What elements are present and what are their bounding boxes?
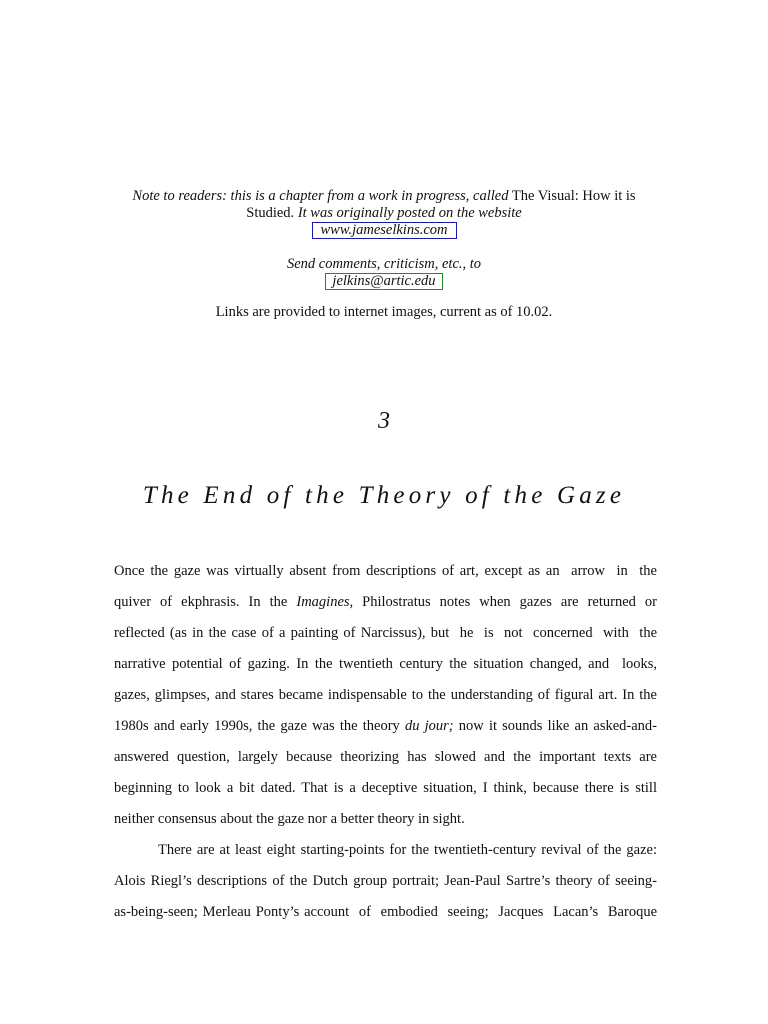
text-line [114, 897, 657, 928]
text-line [114, 742, 657, 773]
note-line-2 [100, 205, 668, 222]
text-segment: beginning to look a bit dated. That is a deceptive situation, I think, because there is still [114, 780, 657, 796]
text-segment: There are at least eight starting-points for the twentieth-century revival of the gaze: [158, 842, 657, 858]
text-line [114, 804, 657, 835]
text-segment: answered question, largely because theorizing has slowed and the important texts are [114, 749, 657, 765]
text-segment: quiver of ekphrasis. In the [114, 594, 297, 610]
text-segment: narrative potential of gazing. In the twentieth century the situation changed, and looks, [114, 656, 657, 672]
chapter-title: The End of the Theory of the Gaze [142, 482, 626, 509]
note-line-1-italic: Note to readers: this is a chapter from a work in progress, called [132, 188, 509, 204]
note-line-2-roman: Studied. [246, 205, 295, 221]
text-segment: Alois Riegl’s descriptions of the Dutch group portrait; Jean-Paul Sartre’s theory of seeing- [114, 873, 657, 889]
text-segment: neither consensus about the gaze nor a better theory in sight. [114, 811, 465, 827]
website-link[interactable]: www.jameselkins.com [312, 222, 457, 239]
send-comments-line: Send comments, criticism, etc., to [286, 256, 482, 272]
note-line-1-roman: The Visual: How it is [508, 188, 636, 204]
chapter-number: 3 [378, 408, 390, 434]
paragraph-2 [114, 835, 657, 928]
text-segment: now it sounds like an asked-and- [453, 718, 658, 734]
text-line [114, 711, 657, 742]
text-segment: Once the gaze was virtually absent from descriptions of art, except as an arrow in the [114, 563, 657, 579]
note-line-2-italic: It was originally posted on the website [294, 205, 522, 221]
email-link[interactable]: jelkins@artic.edu [325, 273, 442, 290]
body-text [114, 556, 657, 928]
italic-term: du jour; [404, 718, 454, 734]
text-line [114, 773, 657, 804]
send-comments-note [100, 256, 668, 290]
text-line [114, 556, 657, 587]
text-segment: as-being-seen; Merleau Ponty’s account of embodied seeing; Jacques Lacan’s Baroque [114, 904, 657, 920]
text-segment: gazes, glimpses, and stares became indispensable to the understanding of figural art. In the [114, 687, 657, 703]
text-line [114, 680, 657, 711]
text-line [114, 866, 657, 897]
text-segment: reflected (as in the case of a painting of Narcissus), but he is not concerned with the [114, 625, 657, 641]
text-segment: 1980s and early 1990s, the gaze was the theory [114, 718, 405, 734]
email-link-row [100, 273, 668, 290]
reader-note [100, 188, 668, 239]
italic-term: Imagines, [296, 594, 354, 610]
text-line [114, 587, 657, 618]
text-line [114, 618, 657, 649]
note-line-1 [100, 188, 668, 205]
text-line [114, 649, 657, 680]
links-note: Links are provided to internet images, current as of 10.02. [215, 304, 553, 320]
text-segment: Philostratus notes when gazes are returned or [353, 594, 657, 610]
paragraph-1 [114, 556, 657, 835]
text-line [114, 835, 657, 866]
website-link-row [100, 222, 668, 239]
